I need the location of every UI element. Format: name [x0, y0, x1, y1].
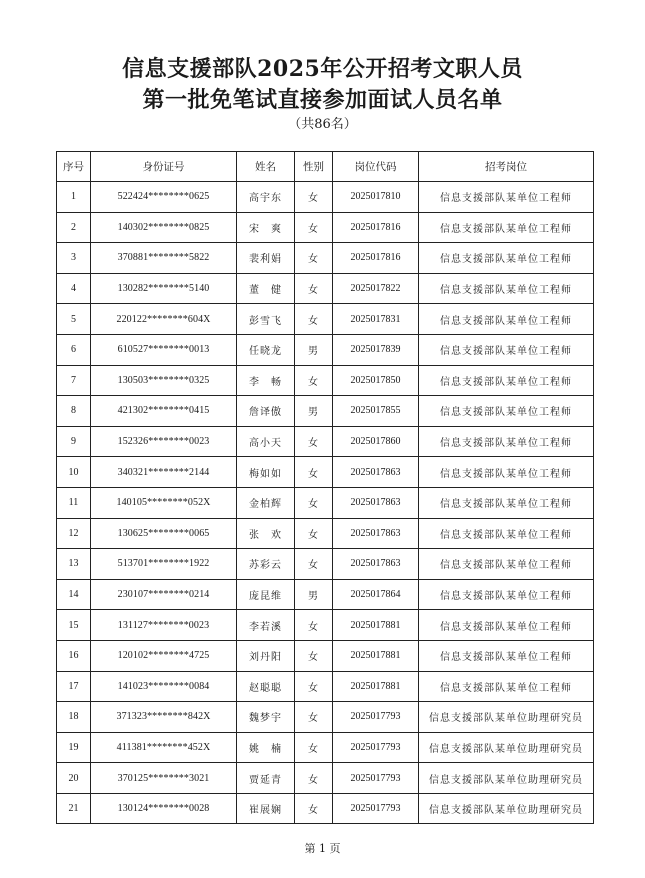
- row-name: 金柏辉: [237, 487, 295, 518]
- row-post-title: 信息支援部队某单位工程师: [419, 334, 594, 365]
- row-index: 15: [57, 610, 91, 641]
- row-name: 詹译傲: [237, 396, 295, 427]
- row-id-number: 140302********0825: [91, 212, 237, 243]
- table-row: [57, 793, 594, 824]
- table-row: [57, 304, 594, 335]
- row-name: 贾延青: [237, 763, 295, 794]
- row-gender: 女: [295, 365, 333, 396]
- row-index: 11: [57, 487, 91, 518]
- header-id-number: 身份证号: [91, 152, 237, 182]
- row-id-number: 513701********1922: [91, 549, 237, 580]
- row-index: 4: [57, 273, 91, 304]
- row-post-title: 信息支援部队某单位助理研究员: [419, 763, 594, 794]
- document-subtitle: （共86名）: [288, 117, 357, 132]
- row-post-title: 信息支援部队某单位工程师: [419, 610, 594, 641]
- row-id-number: 411381********452X: [91, 732, 237, 763]
- row-post-code: 2025017863: [333, 487, 419, 518]
- row-name: 彭雪飞: [237, 304, 295, 335]
- table-row: [57, 182, 594, 213]
- row-post-title: 信息支援部队某单位工程师: [419, 671, 594, 702]
- row-name: 宋 爽: [237, 212, 295, 243]
- table-row: [57, 365, 594, 396]
- row-id-number: 220122********604X: [91, 304, 237, 335]
- table-row: [57, 396, 594, 427]
- row-post-code: 2025017881: [333, 640, 419, 671]
- row-post-code: 2025017881: [333, 671, 419, 702]
- row-index: 20: [57, 763, 91, 794]
- header-post-title: 招考岗位: [419, 152, 594, 182]
- row-index: 5: [57, 304, 91, 335]
- row-id-number: 370881********5822: [91, 243, 237, 274]
- row-post-title: 信息支援部队某单位工程师: [419, 243, 594, 274]
- document-title-line1: 信息支援部队2025年公开招考文职人员: [122, 56, 523, 82]
- row-post-title: 信息支援部队某单位工程师: [419, 518, 594, 549]
- row-id-number: 421302********0415: [91, 396, 237, 427]
- header-index: 序号: [57, 152, 91, 182]
- row-post-code: 2025017863: [333, 518, 419, 549]
- row-id-number: 141023********0084: [91, 671, 237, 702]
- document-title-line2: 第一批免笔试直接参加面试人员名单: [142, 87, 503, 113]
- row-index: 6: [57, 334, 91, 365]
- row-gender: 男: [295, 334, 333, 365]
- row-index: 16: [57, 640, 91, 671]
- header-post-code: 岗位代码: [333, 152, 419, 182]
- table-row: [57, 273, 594, 304]
- row-name: 张 欢: [237, 518, 295, 549]
- row-post-title: 信息支援部队某单位工程师: [419, 365, 594, 396]
- row-post-code: 2025017850: [333, 365, 419, 396]
- row-name: 裴利娟: [237, 243, 295, 274]
- row-index: 14: [57, 579, 91, 610]
- row-index: 8: [57, 396, 91, 427]
- header-gender: 性别: [295, 152, 333, 182]
- row-post-title: 信息支援部队某单位工程师: [419, 182, 594, 213]
- row-post-code: 2025017839: [333, 334, 419, 365]
- row-gender: 女: [295, 212, 333, 243]
- table-row: [57, 426, 594, 457]
- row-post-code: 2025017793: [333, 793, 419, 824]
- row-post-title: 信息支援部队某单位工程师: [419, 549, 594, 580]
- table-body: [57, 182, 594, 824]
- table-row: [57, 457, 594, 488]
- row-id-number: 152326********0023: [91, 426, 237, 457]
- row-gender: 女: [295, 182, 333, 213]
- row-name: 姚 楠: [237, 732, 295, 763]
- table-row: [57, 640, 594, 671]
- candidate-table: [56, 151, 594, 824]
- row-id-number: 610527********0013: [91, 334, 237, 365]
- row-name: 李 畅: [237, 365, 295, 396]
- row-gender: 女: [295, 273, 333, 304]
- row-gender: 女: [295, 304, 333, 335]
- table-header-row: [57, 152, 594, 182]
- row-gender: 女: [295, 702, 333, 733]
- row-post-title: 信息支援部队某单位助理研究员: [419, 732, 594, 763]
- row-gender: 女: [295, 763, 333, 794]
- table-row: [57, 334, 594, 365]
- row-post-code: 2025017793: [333, 702, 419, 733]
- row-index: 21: [57, 793, 91, 824]
- table-row: [57, 487, 594, 518]
- row-post-code: 2025017810: [333, 182, 419, 213]
- row-index: 19: [57, 732, 91, 763]
- table-row: [57, 763, 594, 794]
- row-post-code: 2025017863: [333, 457, 419, 488]
- row-id-number: 130124********0028: [91, 793, 237, 824]
- row-post-title: 信息支援部队某单位工程师: [419, 487, 594, 518]
- row-id-number: 131127********0023: [91, 610, 237, 641]
- row-gender: 女: [295, 610, 333, 641]
- table-row: [57, 671, 594, 702]
- row-post-code: 2025017864: [333, 579, 419, 610]
- row-name: 李若溪: [237, 610, 295, 641]
- row-gender: 女: [295, 426, 333, 457]
- row-name: 刘丹阳: [237, 640, 295, 671]
- table-row: [57, 702, 594, 733]
- row-post-code: 2025017793: [333, 732, 419, 763]
- header-name: 姓名: [237, 152, 295, 182]
- row-post-title: 信息支援部队某单位工程师: [419, 457, 594, 488]
- row-gender: 男: [295, 579, 333, 610]
- row-index: 7: [57, 365, 91, 396]
- row-id-number: 130282********5140: [91, 273, 237, 304]
- row-name: 苏彩云: [237, 549, 295, 580]
- row-post-code: 2025017860: [333, 426, 419, 457]
- row-post-code: 2025017816: [333, 212, 419, 243]
- row-id-number: 120102********4725: [91, 640, 237, 671]
- row-gender: 女: [295, 457, 333, 488]
- row-name: 梅如如: [237, 457, 295, 488]
- row-id-number: 522424********0625: [91, 182, 237, 213]
- row-post-title: 信息支援部队某单位工程师: [419, 396, 594, 427]
- row-post-title: 信息支援部队某单位工程师: [419, 579, 594, 610]
- row-index: 9: [57, 426, 91, 457]
- row-index: 10: [57, 457, 91, 488]
- row-post-code: 2025017863: [333, 549, 419, 580]
- row-post-code: 2025017822: [333, 273, 419, 304]
- row-index: 1: [57, 182, 91, 213]
- table-row: [57, 518, 594, 549]
- row-post-code: 2025017816: [333, 243, 419, 274]
- row-post-title: 信息支援部队某单位工程师: [419, 273, 594, 304]
- row-gender: 女: [295, 671, 333, 702]
- row-gender: 女: [295, 732, 333, 763]
- row-name: 高小天: [237, 426, 295, 457]
- row-id-number: 130625********0065: [91, 518, 237, 549]
- row-post-code: 2025017855: [333, 396, 419, 427]
- row-id-number: 140105********052X: [91, 487, 237, 518]
- row-gender: 男: [295, 396, 333, 427]
- row-id-number: 230107********0214: [91, 579, 237, 610]
- row-name: 魏梦宇: [237, 702, 295, 733]
- row-name: 赵聪聪: [237, 671, 295, 702]
- table-row: [57, 212, 594, 243]
- row-gender: 女: [295, 487, 333, 518]
- table-row: [57, 579, 594, 610]
- row-gender: 女: [295, 518, 333, 549]
- row-index: 17: [57, 671, 91, 702]
- row-post-title: 信息支援部队某单位工程师: [419, 426, 594, 457]
- row-name: 高宇东: [237, 182, 295, 213]
- row-name: 崔展娴: [237, 793, 295, 824]
- row-id-number: 340321********2144: [91, 457, 237, 488]
- row-index: 13: [57, 549, 91, 580]
- row-name: 董 健: [237, 273, 295, 304]
- row-post-code: 2025017793: [333, 763, 419, 794]
- row-gender: 女: [295, 243, 333, 274]
- row-gender: 女: [295, 549, 333, 580]
- row-name: 任晓龙: [237, 334, 295, 365]
- table-row: [57, 549, 594, 580]
- row-post-title: 信息支援部队某单位助理研究员: [419, 702, 594, 733]
- row-post-title: 信息支援部队某单位工程师: [419, 640, 594, 671]
- table-row: [57, 610, 594, 641]
- row-post-title: 信息支援部队某单位助理研究员: [419, 793, 594, 824]
- row-gender: 女: [295, 640, 333, 671]
- table-row: [57, 243, 594, 274]
- row-id-number: 370125********3021: [91, 763, 237, 794]
- row-id-number: 130503********0325: [91, 365, 237, 396]
- row-index: 18: [57, 702, 91, 733]
- table-row: [57, 732, 594, 763]
- row-post-title: 信息支援部队某单位工程师: [419, 304, 594, 335]
- row-index: 12: [57, 518, 91, 549]
- row-post-title: 信息支援部队某单位工程师: [419, 212, 594, 243]
- row-name: 庞昆维: [237, 579, 295, 610]
- row-index: 2: [57, 212, 91, 243]
- row-index: 3: [57, 243, 91, 274]
- row-post-code: 2025017831: [333, 304, 419, 335]
- row-gender: 女: [295, 793, 333, 824]
- row-post-code: 2025017881: [333, 610, 419, 641]
- page-number: 第 1 页: [304, 842, 341, 855]
- row-id-number: 371323********842X: [91, 702, 237, 733]
